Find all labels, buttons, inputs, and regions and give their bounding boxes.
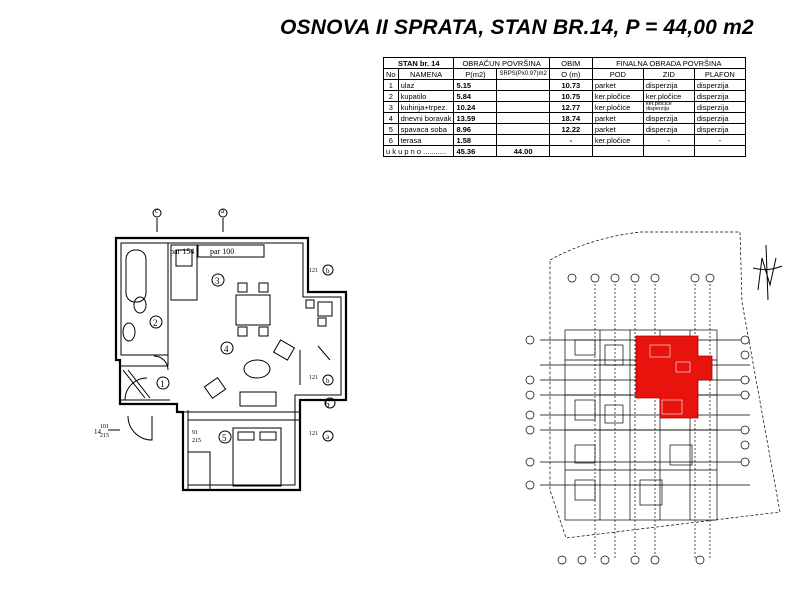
marker-label: b [326, 267, 330, 275]
room-label: 4 [224, 344, 229, 354]
room-label: 2 [153, 318, 158, 328]
cell-p: 5.15 [454, 80, 497, 91]
cell-name: ulaz [398, 80, 454, 91]
total-srps: 44.00 [497, 146, 549, 157]
cell-no: 5 [384, 124, 399, 135]
cell-o: 12.22 [549, 124, 592, 135]
total-label: u k u p n o ........... [384, 146, 454, 157]
cell-ceiling: disperzija [694, 80, 745, 91]
cell-no: 4 [384, 113, 399, 124]
col-srps: SRPS(Px0.97)m2 [497, 69, 549, 80]
cell-wall: disperzija [643, 80, 694, 91]
marker-label: b [326, 377, 330, 385]
cell-name: dnevni boravak [398, 113, 454, 124]
col-floor: POD [592, 69, 643, 80]
cell-ceiling: disperzija [694, 113, 745, 124]
cell-p: 10.24 [454, 102, 497, 113]
cell-p: 8.96 [454, 124, 497, 135]
cell-no: 2 [384, 91, 399, 102]
marker-label: a [326, 433, 330, 441]
par-label: par 154 [170, 247, 195, 256]
cell-floor: ker.pločice [592, 91, 643, 102]
header-perimeter: OBIM [549, 58, 592, 69]
cell-floor: parket [592, 80, 643, 91]
total-p: 45.36 [454, 146, 497, 157]
cell-ceiling: disperzija [694, 124, 745, 135]
cell-wall: ker.pločice disperzija [643, 102, 694, 113]
north-arrow-icon [753, 245, 782, 300]
cell-no: 6 [384, 135, 399, 146]
cell-ceiling: disperzija [694, 91, 745, 102]
cell-p: 5.84 [454, 91, 497, 102]
room-label: 3 [215, 276, 220, 286]
cell-floor: ker.pločice [592, 102, 643, 113]
room-label: 5 [222, 433, 227, 443]
marker-label: 14 [94, 428, 101, 436]
dim-label: 101 [100, 424, 109, 430]
header-calculation: OBRAČUN POVRŠINA [454, 58, 549, 69]
cell-wall: disperzija [643, 113, 694, 124]
highlighted-apartment [636, 336, 712, 418]
col-no: No [384, 69, 399, 80]
room-label: 1 [160, 379, 165, 389]
par-label: par 100 [210, 247, 235, 256]
cell-o: 18.74 [549, 113, 592, 124]
cell-ceiling: - [694, 135, 745, 146]
header-apartment: STAN br. 14 [384, 58, 454, 69]
cell-no: 1 [384, 80, 399, 91]
page-title: OSNOVA II SPRATA, STAN BR.14, P = 44,00 m2 [280, 16, 754, 39]
cell-name: terasa [398, 135, 454, 146]
dim-label: 215 [192, 438, 201, 444]
cell-o: - [549, 135, 592, 146]
cell-o: 12.77 [549, 102, 592, 113]
marker-label: a [221, 207, 225, 215]
col-wall: ZID [643, 69, 694, 80]
cell-wall: ker.pločice [643, 91, 694, 102]
cell-floor: parket [592, 113, 643, 124]
cell-name: kuhinja+trpez. [398, 102, 454, 113]
cell-wall: - [643, 135, 694, 146]
cell-name: spavaca soba [398, 124, 454, 135]
dim-label: 121 [309, 431, 318, 437]
cell-o: 10.73 [549, 80, 592, 91]
marker-label: c [155, 207, 159, 215]
cell-o: 10.75 [549, 91, 592, 102]
col-name: NAMENA [398, 69, 454, 80]
col-o: O (m) [549, 69, 592, 80]
dim-label: 121 [309, 268, 318, 274]
cell-wall: disperzija [643, 124, 694, 135]
col-p: P(m2) [454, 69, 497, 80]
dim-label: 121 [309, 375, 318, 381]
cell-floor: parket [592, 124, 643, 135]
cell-name: kupatilo [398, 91, 454, 102]
cell-ceiling: disperzija [694, 102, 745, 113]
dim-label: 215 [100, 433, 109, 439]
cell-no: 3 [384, 102, 399, 113]
cell-p: 1.58 [454, 135, 497, 146]
cell-p: 13.59 [454, 113, 497, 124]
col-ceiling: PLAFON [694, 69, 745, 80]
dim-label: 91 [192, 430, 198, 436]
header-finish: FINALNA OBRADA POVRŠINA [592, 58, 745, 69]
cell-floor: ker.pločice [592, 135, 643, 146]
room-label: 6 [325, 399, 330, 409]
